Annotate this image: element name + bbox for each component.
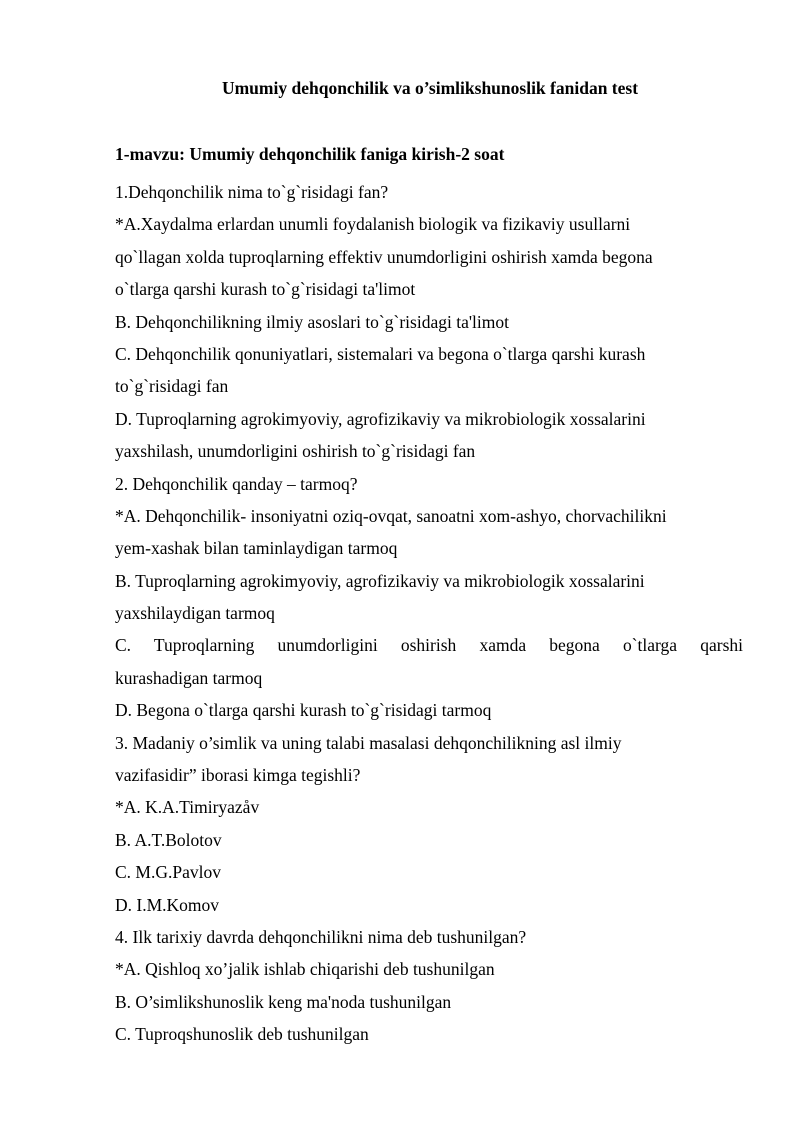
answer-1c-cont: to`g`risidagi fan [115, 376, 229, 397]
answer-1a: *A.Xaydalma erlardan unumli foydalanish biologik va fizikaviy usullarni [115, 214, 631, 235]
question-4: 4. Ilk tarixiy davrda dehqonchilikni nima deb tushunilgan? [115, 926, 527, 947]
topic-heading: 1-mavzu: Umumiy dehqonchilik faniga kirish-2 soat [115, 144, 505, 164]
question-3: 3. Madaniy o’simlik va uning talabi masalasi dehqonchilikning asl ilmiy [115, 732, 622, 753]
answer-2c-cont: kurashadigan tarmoq [115, 667, 263, 688]
answer-2b-cont: yaxshilaydigan tarmoq [115, 603, 275, 624]
answer-4a: *A. Qishloq xo’jalik ishlab chiqarishi deb tushunilgan [115, 959, 495, 980]
answer-1b: B. Dehqonchilikning ilmiy asoslari to`g`risidagi ta'limot [115, 311, 509, 332]
answer-1c: C. Dehqonchilik qonuniyatlari, sistemalari va begona o`tlarga qarshi kurash [115, 343, 646, 364]
answer-2a: *A. Dehqonchilik- insoniyatni oziq-ovqat, sanoatni xom-ashyo, chorvachilikni [115, 505, 667, 526]
document-title: Umumiy dehqonchilik va o’simlikshunoslik fanidan test [221, 78, 639, 98]
answer-2a-cont: yem-xashak bilan taminlaydigan tarmoq [115, 538, 398, 559]
answer-1d: D. Tuproqlarning agrokimyoviy, agrofizikaviy va mikrobiologik xossalarini [115, 408, 646, 429]
answer-3b: B. A.T.Bolotov [115, 829, 222, 850]
document-body [115, 176, 743, 1051]
answer-2d: D. Begona o`tlarga qarshi kurash to`g`risidagi tarmoq [115, 700, 492, 721]
question-1: 1.Dehqonchilik nima to`g`risidagi fan? [115, 182, 389, 202]
answer-2c: C. Tuproqlarning unumdorligini oshirish xamda begona o`tlarga qarshi [115, 635, 743, 656]
answer-2b: B. Tuproqlarning agrokimyoviy, agrofizikaviy va mikrobiologik xossalarini [115, 570, 645, 591]
answer-3c: C. M.G.Pavlov [115, 862, 221, 883]
question-3-cont: vazifasidir” iborasi kimga tegishli? [115, 765, 361, 786]
answer-1a-cont: o`tlarga qarshi kurash to`g`risidagi ta'limot [115, 279, 416, 300]
answer-1d-cont: yaxshilash, unumdorligini oshirish to`g`risidagi fan [115, 441, 476, 462]
answer-3a: *A. K.A.Timiryazåv [115, 797, 260, 818]
answer-4c: C. Tuproqshunoslik deb tushunilgan [115, 1024, 369, 1045]
question-2: 2. Dehqonchilik qanday – tarmoq? [115, 473, 358, 494]
answer-4b: B. O’simlikshunoslik keng ma'noda tushunilgan [115, 991, 452, 1012]
answer-3d: D. I.M.Komov [115, 894, 220, 915]
answer-1a-cont: qo`llagan xolda tuproqlarning effektiv unumdorligini oshirish xamda begona [115, 246, 653, 267]
